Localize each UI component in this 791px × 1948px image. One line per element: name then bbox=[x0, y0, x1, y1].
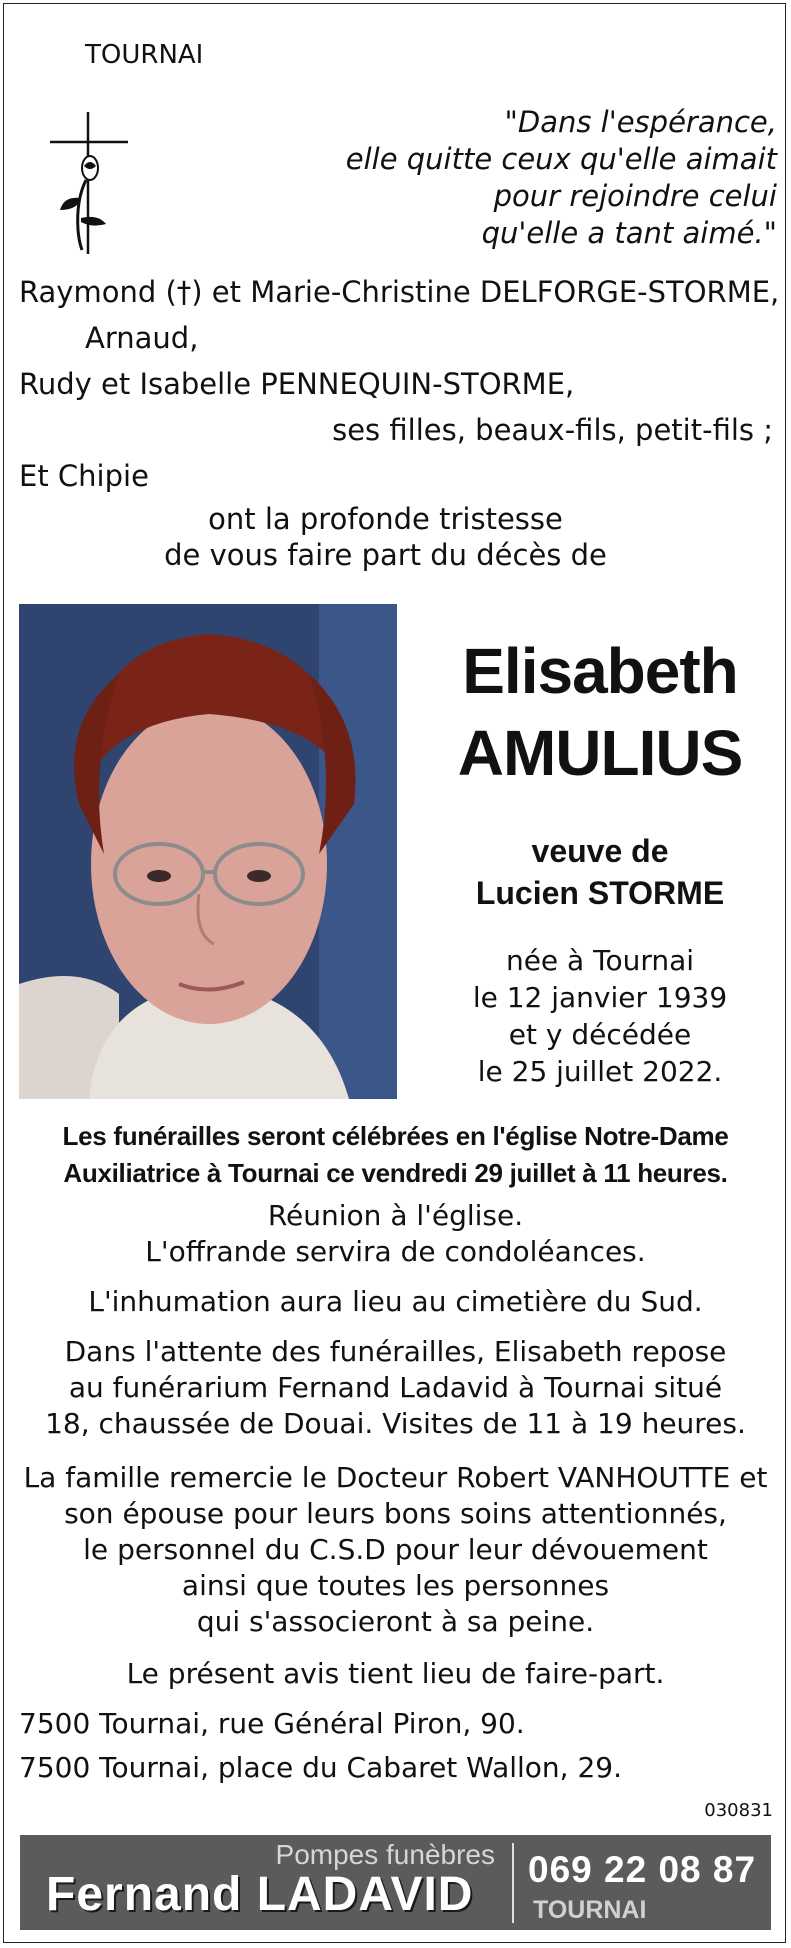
address-line: 7500 Tournai, place du Cabaret Wallon, 29. bbox=[19, 1751, 622, 1784]
header-city: TOURNAI bbox=[85, 40, 204, 70]
deceased-name-block bbox=[420, 630, 780, 794]
announcement-line: ont la profonde tristesse bbox=[208, 502, 563, 536]
notice-line: Le présent avis tient lieu de faire-part. bbox=[126, 1657, 665, 1690]
birth-place: née à Tournai bbox=[505, 944, 695, 977]
rest-line: Dans l'attente des funérailles, Elisabeth repose bbox=[64, 1335, 727, 1368]
widow-of-label: veuve de bbox=[531, 833, 669, 869]
dates-block bbox=[420, 942, 780, 1090]
announcement-line: de vous faire part du décès de bbox=[164, 538, 607, 572]
funeral-home-city: TOURNAI bbox=[533, 1896, 647, 1924]
death-place: et y décédée bbox=[508, 1018, 692, 1051]
spouse-name: Lucien STORME bbox=[475, 875, 725, 911]
deceased-last-name: AMULIUS bbox=[457, 717, 743, 789]
thanks-line: La famille remercie le Docteur Robert VANHOUTTE et bbox=[23, 1461, 768, 1494]
funeral-line: Auxiliatrice à Tournai ce vendredi 29 juillet à 11 heures. bbox=[63, 1158, 728, 1188]
death-date: le 25 juillet 2022. bbox=[477, 1055, 723, 1088]
family-line: Et Chipie bbox=[19, 459, 149, 493]
meeting-line: Réunion à l'église. bbox=[267, 1199, 524, 1232]
pompes-funebres-label: Pompes funèbres bbox=[275, 1839, 495, 1870]
widow-block bbox=[420, 830, 780, 914]
banner-divider bbox=[512, 1843, 514, 1923]
deceased-first-name: Elisabeth bbox=[462, 635, 738, 707]
rest-line: au funérarium Fernand Ladavid à Tournai situé bbox=[68, 1371, 723, 1404]
address-line: 7500 Tournai, rue Général Piron, 90. bbox=[19, 1707, 525, 1740]
birth-date: le 12 janvier 1939 bbox=[472, 981, 728, 1014]
funeral-line: Les funérailles seront célébrées en l'église Notre-Dame bbox=[62, 1121, 729, 1151]
thanks-line: qui s'associeront à sa peine. bbox=[196, 1605, 595, 1638]
reference-number: 030831 bbox=[704, 1800, 773, 1821]
thanks-line: son épouse pour leurs bons soins attentionnés, bbox=[64, 1497, 727, 1530]
family-line: ses filles, beaux-fils, petit-fils ; bbox=[332, 413, 773, 447]
offering-line: L'offrande servira de condoléances. bbox=[145, 1235, 646, 1268]
quote-line: elle quitte ceux qu'elle aimait bbox=[345, 142, 777, 176]
epitaph-quote bbox=[346, 104, 777, 252]
thanks-line: ainsi que toutes les personnes bbox=[181, 1569, 610, 1602]
quote-line: qu'elle a tant aimé." bbox=[481, 216, 777, 250]
burial-line: L'inhumation aura lieu au cimetière du Sud. bbox=[88, 1285, 703, 1318]
funeral-home-name: Fernand LADAVID bbox=[46, 1868, 474, 1921]
rest-info bbox=[0, 1334, 791, 1442]
family-line: Raymond (†) et Marie-Christine DELFORGE-STORME, bbox=[19, 275, 780, 309]
portrait-photo bbox=[19, 604, 397, 1099]
meeting-info bbox=[0, 1198, 791, 1270]
quote-line: "Dans l'espérance, bbox=[504, 105, 777, 139]
family-line: Rudy et Isabelle PENNEQUIN-STORME, bbox=[19, 367, 575, 401]
family-line: Arnaud, bbox=[85, 321, 199, 355]
thanks-line: le personnel du C.S.D pour leur dévouement bbox=[83, 1533, 708, 1566]
thanks-info bbox=[0, 1460, 791, 1640]
portrait-illustration bbox=[19, 604, 397, 1099]
quote-line: pour rejoindre celui bbox=[493, 179, 777, 213]
funeral-home-banner bbox=[20, 1835, 771, 1930]
cross-with-rose-icon bbox=[48, 110, 132, 256]
phone-number: 069 22 08 87 bbox=[528, 1849, 757, 1890]
rest-line: 18, chaussée de Douai. Visites de 11 à 19 heures. bbox=[45, 1407, 746, 1440]
funeral-home-brand bbox=[20, 1835, 503, 1930]
funeral-info bbox=[0, 1118, 791, 1192]
